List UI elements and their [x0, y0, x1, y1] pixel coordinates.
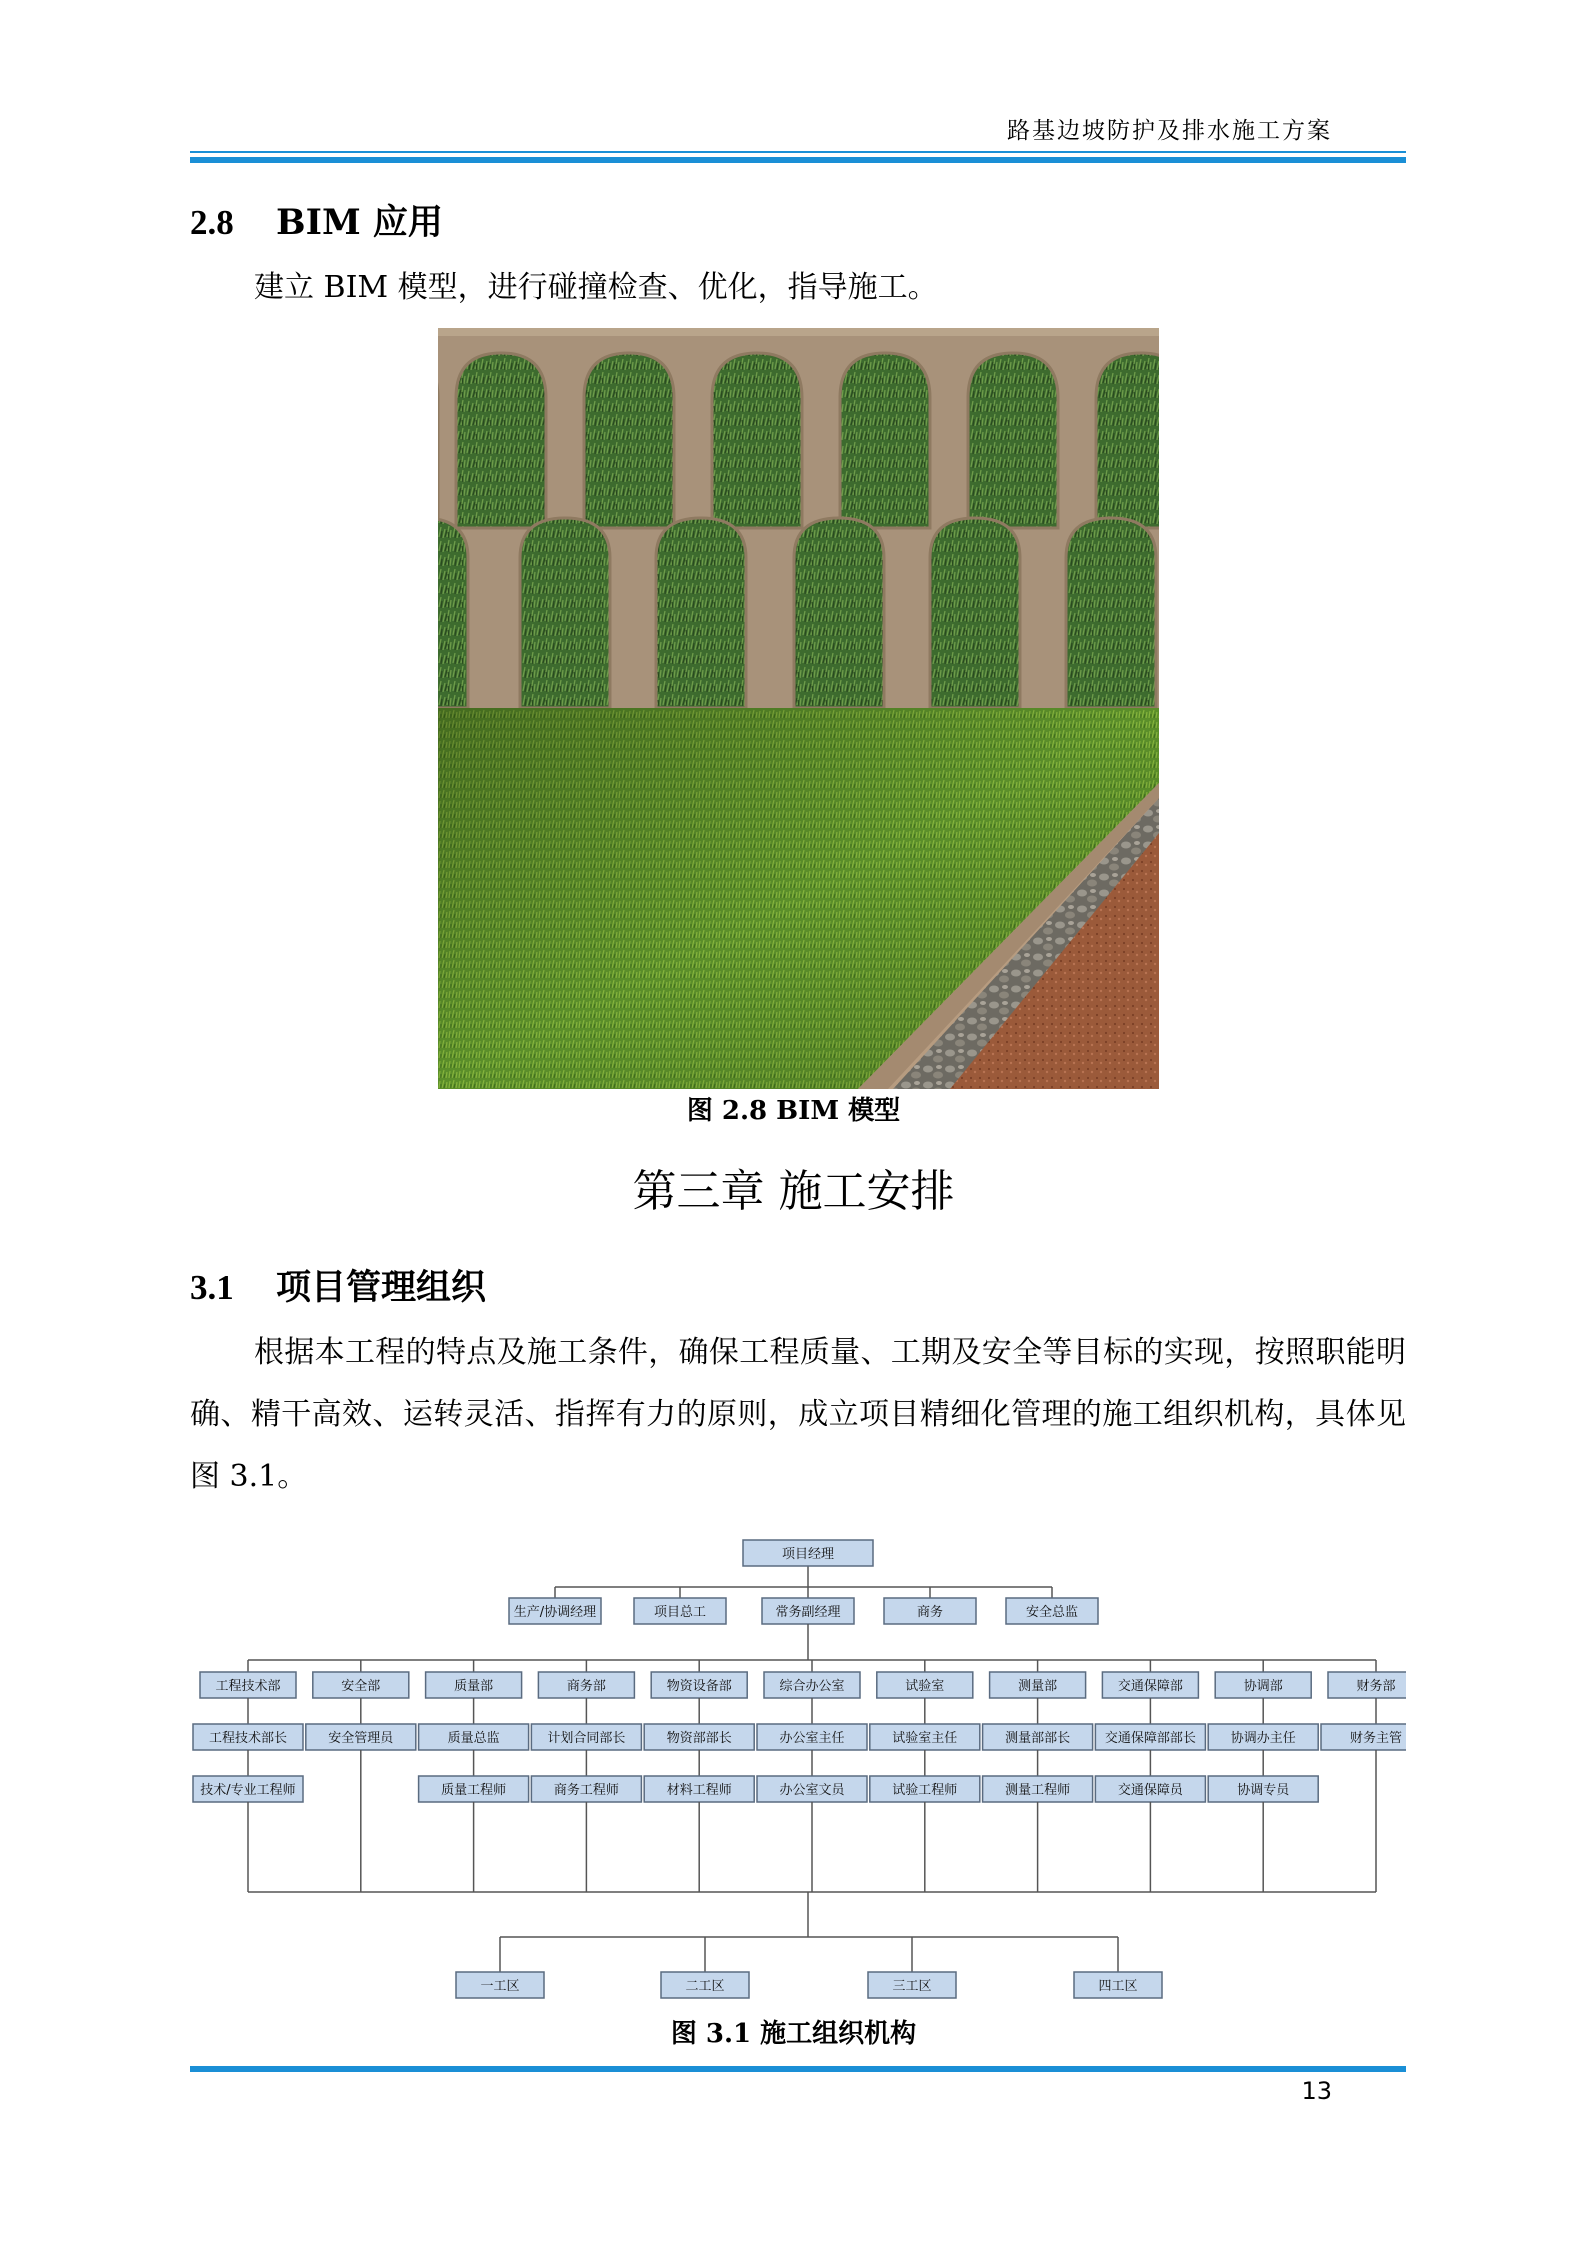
org-box-label: 质量工程师 — [441, 1783, 507, 1798]
org-department-box — [538, 1672, 634, 1698]
org-box-label: 安全总监 — [1025, 1605, 1079, 1620]
org-box-label: 商务部 — [566, 1679, 606, 1694]
page-number: 13 — [1301, 2077, 1332, 2105]
org-role-box — [419, 1724, 529, 1750]
org-work-area-box — [868, 1972, 956, 1998]
org-box-label: 测量工程师 — [1005, 1783, 1071, 1798]
org-work-area-box — [456, 1972, 544, 1998]
org-box-label: 综合办公室 — [779, 1679, 845, 1694]
org-role-box — [531, 1776, 641, 1802]
org-department-box — [764, 1672, 860, 1698]
org-level2-box — [762, 1598, 854, 1624]
org-role-box — [193, 1724, 303, 1750]
org-department-box — [651, 1672, 747, 1698]
section-heading-3-1 — [190, 1260, 486, 1310]
org-box-label: 三工区 — [892, 1979, 932, 1994]
org-box-label: 四工区 — [1098, 1979, 1138, 1994]
org-box-label: 项目总工 — [653, 1605, 707, 1620]
org-box-label: 测量部部长 — [1005, 1731, 1071, 1746]
org-chart — [190, 1512, 1406, 2032]
org-department-box — [877, 1672, 973, 1698]
org-role-box — [983, 1724, 1093, 1750]
org-role-box — [757, 1776, 867, 1802]
org-department-box — [426, 1672, 522, 1698]
org-box-label: 工程技术部 — [215, 1679, 281, 1694]
org-role-box — [306, 1724, 416, 1750]
section-heading-2-8 — [190, 195, 443, 245]
org-role-box — [644, 1776, 754, 1802]
org-role-box — [644, 1724, 754, 1750]
section-title: BIM 应用 — [276, 202, 443, 243]
org-box-label: 办公室主任 — [779, 1731, 845, 1746]
org-box-label: 财务主管 — [1349, 1731, 1403, 1746]
org-box-label: 质量总监 — [447, 1731, 500, 1746]
org-role-box — [1095, 1724, 1205, 1750]
chapter-title: 第三章 施工安排 — [632, 1166, 955, 1217]
header-rule-thin — [190, 151, 1406, 153]
org-box-label: 物资部部长 — [666, 1731, 732, 1746]
org-department-box — [1328, 1672, 1406, 1698]
footer-rule — [190, 2066, 1406, 2072]
org-box-label: 商务 — [916, 1605, 944, 1620]
org-box-label: 交通保障部部长 — [1104, 1731, 1196, 1746]
org-box-label: 质量部 — [454, 1679, 494, 1694]
org-box-label: 项目经理 — [781, 1547, 835, 1562]
org-box-label: 安全部 — [341, 1679, 381, 1694]
org-box-label: 交通保障员 — [1117, 1783, 1183, 1798]
org-box-label: 试验室主任 — [892, 1731, 958, 1746]
org-department-box — [1102, 1672, 1198, 1698]
org-role-box — [1321, 1724, 1406, 1750]
section-3-1-body: 根据本工程的特点及施工条件，确保工程质量、工期及安全等目标的实现，按照职能明确、精干高效、运转灵活、指挥有力的原则，成立项目精细化管理的施工组织机构，具体见图 3.1。 — [190, 1335, 1406, 1494]
org-box-label: 材料工程师 — [666, 1783, 732, 1798]
section-title: 项目管理组织 — [276, 1267, 487, 1308]
org-department-box — [990, 1672, 1086, 1698]
org-box-label: 计划合同部长 — [547, 1731, 626, 1746]
org-role-box — [1095, 1776, 1205, 1802]
org-level2-box — [509, 1598, 601, 1624]
org-role-box — [193, 1776, 303, 1802]
org-department-box — [1215, 1672, 1311, 1698]
org-box-label: 生产/协调经理 — [513, 1605, 597, 1620]
org-box-label: 常务副经理 — [775, 1605, 841, 1620]
org-work-area-box — [1074, 1972, 1162, 1998]
org-box-label: 物资设备部 — [666, 1679, 732, 1694]
org-role-box — [419, 1776, 529, 1802]
org-box-label: 办公室文员 — [779, 1783, 845, 1798]
org-box-label: 一工区 — [480, 1979, 520, 1994]
org-department-box — [200, 1672, 296, 1698]
org-box-label: 测量部 — [1018, 1679, 1058, 1694]
section-number: 3.1 — [190, 1268, 234, 1307]
org-box-label: 试验工程师 — [892, 1783, 958, 1798]
org-box-label: 协调部 — [1243, 1679, 1283, 1694]
org-box-label: 工程技术部长 — [208, 1731, 288, 1746]
org-box-label: 协调办主任 — [1230, 1731, 1296, 1746]
org-box-label: 交通保障部 — [1117, 1679, 1183, 1694]
section-2-8-body: 建立 BIM 模型，进行碰撞检查、优化，指导施工。 — [254, 270, 938, 305]
org-box-label: 安全管理员 — [328, 1731, 394, 1746]
org-root-box — [743, 1540, 873, 1566]
header-title: 路基边坡防护及排水施工方案 — [1007, 118, 1332, 144]
org-box-label: 商务工程师 — [553, 1783, 619, 1798]
org-role-box — [757, 1724, 867, 1750]
figure-2-8-caption: 图 2.8 BIM 模型 — [686, 1096, 901, 1126]
org-role-box — [870, 1724, 980, 1750]
org-role-box — [983, 1776, 1093, 1802]
org-box-label: 技术/专业工程师 — [200, 1783, 296, 1798]
org-role-box — [1208, 1724, 1318, 1750]
org-department-box — [313, 1672, 409, 1698]
org-level2-box — [1006, 1598, 1098, 1624]
org-box-label: 二工区 — [685, 1979, 725, 1994]
org-role-box — [531, 1724, 641, 1750]
org-box-label: 试验室 — [905, 1679, 945, 1694]
org-box-label: 财务部 — [1356, 1679, 1396, 1694]
header-rule-thick — [190, 157, 1406, 163]
figure-3-1-caption: 图 3.1 施工组织机构 — [670, 2019, 917, 2049]
section-number: 2.8 — [190, 203, 234, 242]
org-work-area-box — [661, 1972, 749, 1998]
bim-model-image — [438, 328, 1159, 1089]
org-box-label: 协调专员 — [1237, 1783, 1290, 1798]
org-level2-box — [884, 1598, 976, 1624]
org-role-box — [870, 1776, 980, 1802]
org-level2-box — [634, 1598, 726, 1624]
org-role-box — [1208, 1776, 1318, 1802]
